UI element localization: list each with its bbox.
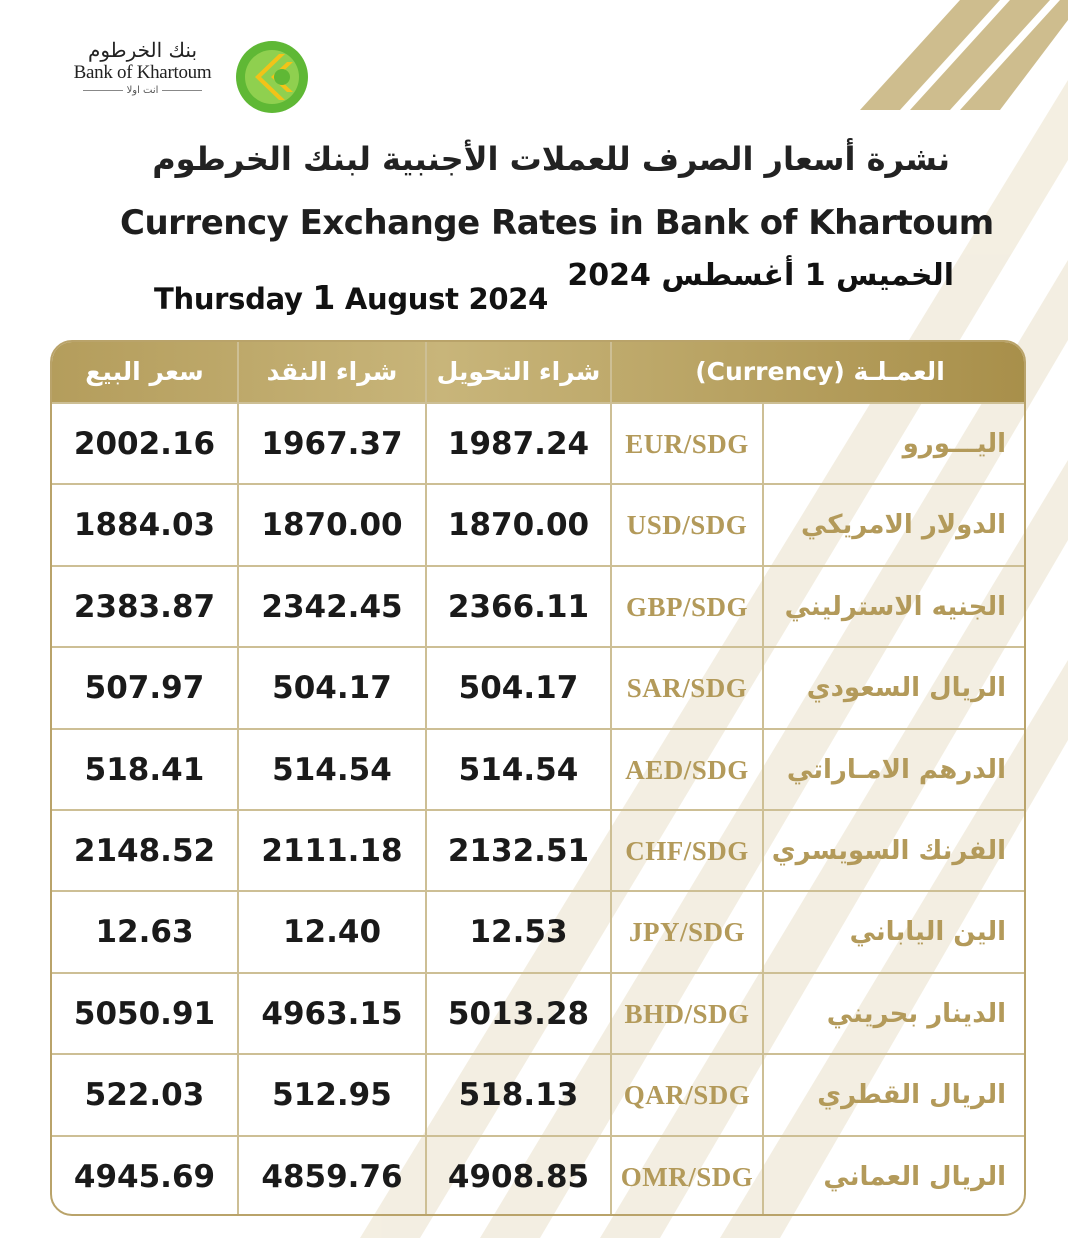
table-row (52, 890, 1026, 972)
sell-rate: 522.03 (84, 1077, 205, 1114)
logo-tagline: انت اولا (60, 84, 225, 98)
cash-buy-rate: 2111.18 (261, 833, 403, 869)
title-english: Currency Exchange Rates in Bank of Khartoum (120, 203, 994, 243)
cash-buy-rate: 2342.45 (261, 588, 403, 625)
cash-buy-rate: 512.95 (272, 1077, 392, 1114)
sell-rate: 1884.03 (73, 507, 216, 544)
table-row (52, 646, 1026, 728)
sell-rate: 2002.16 (73, 426, 216, 462)
table-row (52, 402, 1026, 484)
logo-name-en: Bank of Khartoum (73, 62, 212, 83)
transfer-buy-rate: 12.53 (469, 914, 568, 951)
cash-buy-rate: 4859.76 (261, 1158, 403, 1195)
header-transfer-buy: شراء التحويل (436, 357, 601, 386)
header-currency: العمـلـة (Currency) (695, 357, 945, 386)
sell-rate: 2383.87 (73, 588, 216, 625)
currency-name: الدولار الامريكي (801, 510, 1006, 541)
sell-rate: 4945.69 (73, 1158, 216, 1195)
cash-buy-rate: 12.40 (282, 914, 382, 951)
table-row (52, 565, 1026, 647)
currency-name: الريال السعودي (806, 673, 1006, 704)
transfer-buy-rate: 1987.24 (447, 426, 590, 462)
sell-rate: 12.63 (95, 914, 194, 951)
currency-pair: JPY/SDG (628, 917, 745, 948)
date-english: Thursday 1 August 2024 (154, 278, 548, 317)
currency-pair: OMR/SDG (620, 1161, 754, 1192)
transfer-buy-rate: 1870.00 (447, 507, 590, 544)
date-arabic: الخميس 1 أغسطس 2024 (567, 258, 954, 293)
table-row (52, 1053, 1026, 1135)
cash-buy-rate: 1967.37 (261, 426, 403, 462)
rates-table (50, 340, 1026, 1216)
table-row (52, 728, 1026, 810)
currency-name: الجنيه الاسترليني (784, 591, 1006, 622)
currency-pair: AED/SDG (625, 754, 749, 785)
currency-name: اليـــورو (902, 429, 1006, 459)
bank-logo (60, 38, 320, 118)
currency-name: الريال العماني (823, 1161, 1006, 1192)
currency-name: الفرنك السويسري (771, 836, 1006, 866)
logo-name-ar: بنك الخرطوم (87, 38, 198, 62)
transfer-buy-rate: 2132.51 (447, 833, 590, 869)
transfer-buy-rate: 504.17 (458, 670, 579, 707)
currency-pair: GBP/SDG (625, 591, 749, 622)
header-sell: سعر البيع (85, 357, 204, 386)
sell-rate: 507.97 (84, 670, 205, 707)
currency-name: الريال القطري (817, 1080, 1006, 1111)
sell-rate: 5050.91 (73, 995, 216, 1032)
cash-buy-rate: 4963.15 (261, 995, 403, 1032)
transfer-buy-rate: 514.54 (458, 751, 579, 788)
currency-name: الدرهم الامـاراتي (786, 754, 1006, 785)
currency-pair: EUR/SDG (625, 429, 749, 459)
cash-buy-rate: 1870.00 (261, 507, 403, 544)
sell-rate: 518.41 (84, 751, 205, 788)
table-row (52, 483, 1026, 565)
currency-pair: USD/SDG (626, 510, 748, 541)
transfer-buy-rate: 4908.85 (447, 1158, 590, 1195)
title-arabic: نشرة أسعار الصرف للعملات الأجنبية لبنك الخرطوم (152, 140, 950, 178)
table-row (52, 1135, 1026, 1216)
table-header (52, 342, 1026, 402)
currency-name: الين الياباني (849, 917, 1006, 948)
transfer-buy-rate: 2366.11 (447, 588, 590, 625)
currency-pair: QAR/SDG (623, 1080, 751, 1111)
table-row (52, 809, 1026, 891)
transfer-buy-rate: 518.13 (458, 1077, 579, 1114)
header-cash-buy: شراء النقد (266, 357, 398, 386)
currency-pair: SAR/SDG (626, 673, 748, 704)
table-row (52, 972, 1026, 1054)
sell-rate: 2148.52 (73, 833, 216, 869)
cash-buy-rate: 514.54 (272, 751, 392, 788)
transfer-buy-rate: 5013.28 (447, 995, 590, 1032)
bank-emblem-icon (235, 40, 309, 114)
currency-pair: CHF/SDG (625, 836, 749, 866)
cash-buy-rate: 504.17 (272, 670, 392, 707)
currency-pair: BHD/SDG (624, 998, 750, 1029)
currency-name: الدينار بحريني (826, 998, 1006, 1029)
